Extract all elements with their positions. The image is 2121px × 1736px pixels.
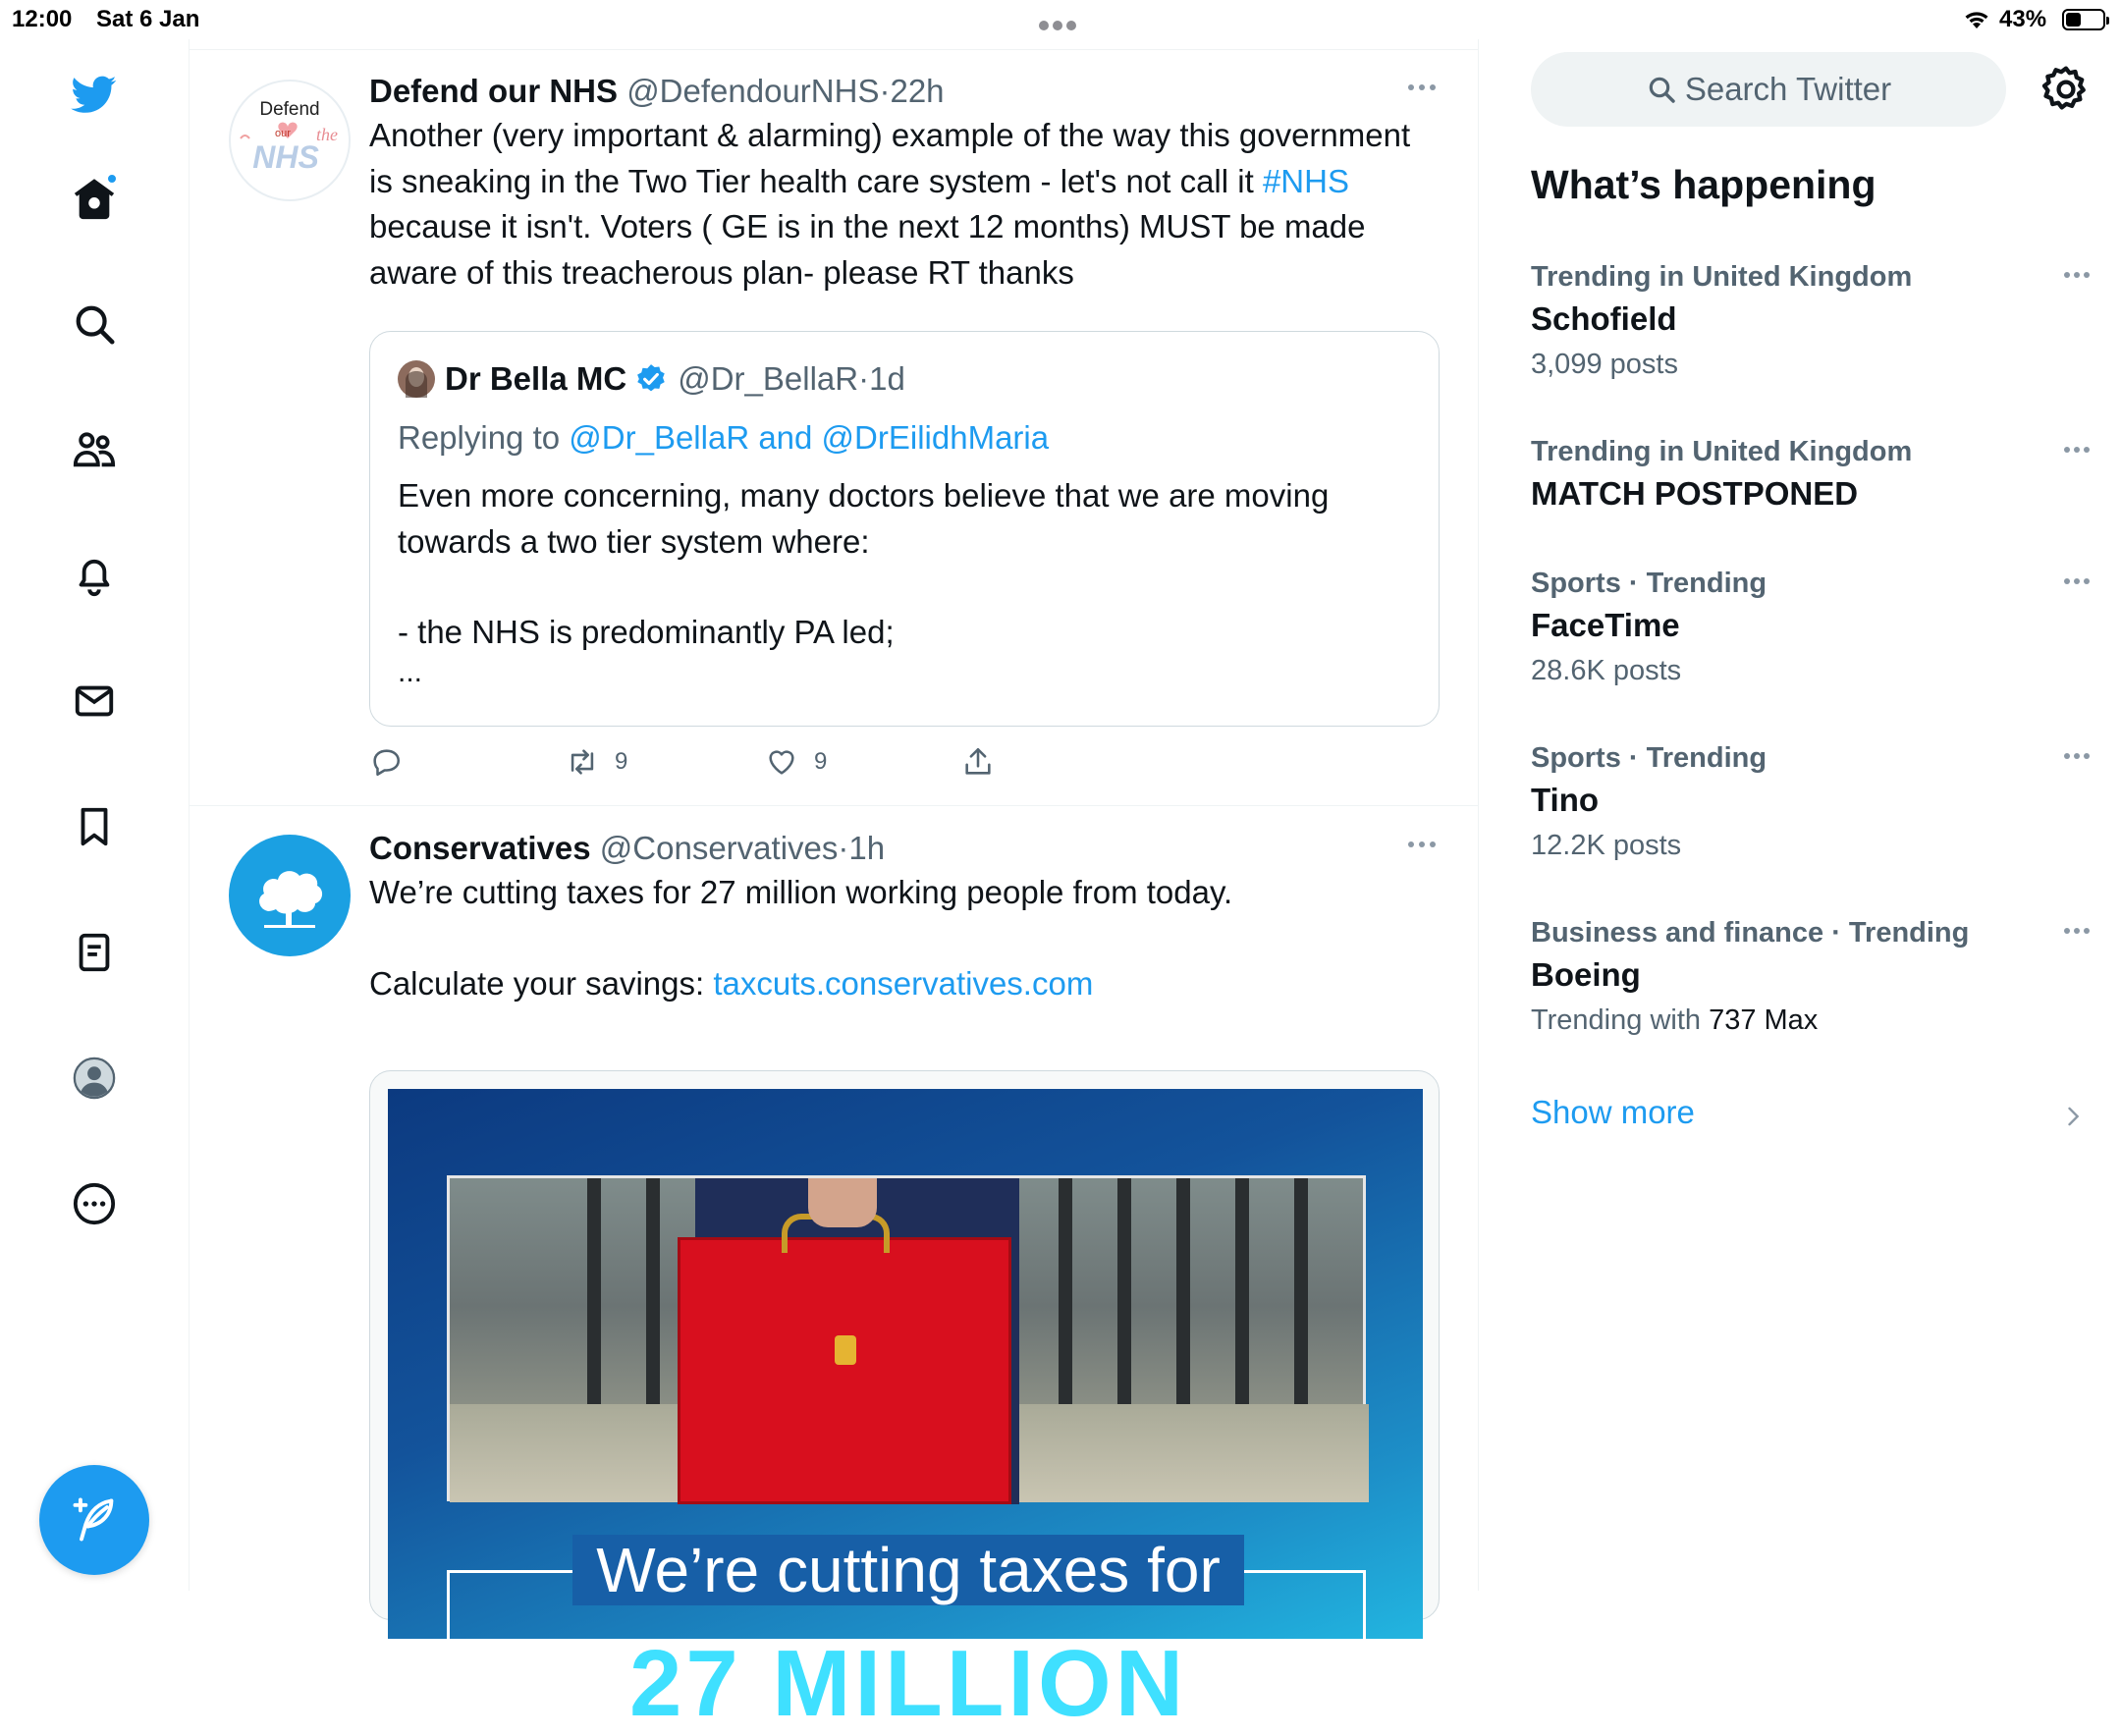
nav-bookmarks[interactable] bbox=[59, 791, 130, 862]
search-placeholder: Search Twitter bbox=[1684, 71, 1892, 107]
compose-tweet-button[interactable] bbox=[39, 1465, 149, 1575]
poster-big-text: 27 MILLION bbox=[628, 1631, 1188, 1736]
trend-context: Trending in United Kingdom bbox=[1531, 261, 1913, 293]
quoted-author-avatar[interactable] bbox=[398, 360, 435, 398]
tweet-text-after: because it isn't. Voters ( GE is in the next 12 months) MUST be made aware of this treacherous plan- please RT thanks bbox=[369, 208, 1366, 291]
battery-icon bbox=[2062, 9, 2105, 30]
nav-home[interactable] bbox=[59, 163, 130, 234]
avatar-conservatives[interactable] bbox=[229, 835, 351, 956]
poster-headline bbox=[412, 1531, 1404, 1609]
quoted-tweet-text bbox=[398, 473, 1409, 656]
poster-headline-text: We’re cutting taxes for bbox=[572, 1535, 1244, 1605]
avatar-defend-our-nhs[interactable] bbox=[229, 80, 351, 201]
tweet-defend-our-nhs[interactable] bbox=[190, 50, 1479, 806]
trend-item[interactable] bbox=[1531, 564, 2081, 693]
reply-button[interactable] bbox=[369, 737, 418, 787]
tweet-conservatives[interactable] bbox=[190, 807, 1479, 1736]
media-photo-red-box bbox=[447, 1175, 1366, 1501]
tweet-header bbox=[369, 827, 1430, 870]
trend-topic: Schofield bbox=[1531, 300, 1677, 337]
trend-topic: FaceTime bbox=[1531, 607, 1680, 643]
status-bar bbox=[0, 0, 2121, 39]
tweet-body bbox=[369, 70, 1430, 296]
retweet-button[interactable] bbox=[566, 737, 627, 787]
trend-topic: Tino bbox=[1531, 782, 1600, 818]
trend-context: Trending in United Kingdom bbox=[1531, 436, 1913, 467]
replying-to-links[interactable]: @Dr_BellaR and @DrEilidhMaria bbox=[569, 419, 1050, 456]
home-unread-dot bbox=[106, 173, 118, 185]
nav-communities[interactable] bbox=[59, 414, 130, 485]
settings-gear-icon[interactable] bbox=[2039, 63, 2093, 116]
tweet-separator: · bbox=[838, 830, 849, 866]
tweet-more-button[interactable] bbox=[1404, 835, 1440, 854]
quoted-separator: · bbox=[858, 360, 870, 397]
quoted-text-line2: - the NHS is predominantly PA led; bbox=[398, 614, 895, 650]
avatar-text-our: our bbox=[275, 128, 291, 139]
lists-icon bbox=[72, 930, 117, 975]
quoted-author-name[interactable]: Dr Bella MC bbox=[445, 360, 627, 397]
trend-more-button[interactable] bbox=[2059, 573, 2094, 589]
trend-more-button[interactable] bbox=[2059, 923, 2094, 939]
quoted-tweet[interactable] bbox=[369, 331, 1440, 727]
heart-icon bbox=[765, 745, 798, 779]
search-input[interactable] bbox=[1531, 52, 2006, 127]
tweet-text-line1: We’re cutting taxes for 27 million working people from today. bbox=[369, 874, 1233, 910]
avatar-text-defend: Defend bbox=[259, 99, 320, 120]
nav-notifications[interactable] bbox=[59, 540, 130, 611]
quoted-replying-to bbox=[398, 416, 1049, 460]
tweet-text-label: Calculate your savings: bbox=[369, 964, 714, 1002]
nav-lists[interactable] bbox=[59, 917, 130, 988]
status-time: 12:00 bbox=[12, 6, 73, 32]
search-icon bbox=[1646, 74, 1677, 105]
media-poster bbox=[388, 1089, 1423, 1736]
trend-item[interactable] bbox=[1531, 913, 2081, 1043]
tweet-header bbox=[369, 70, 1430, 113]
notifications-bell-icon bbox=[72, 553, 117, 598]
right-sidebar bbox=[1480, 39, 2121, 1591]
trend-more-button[interactable] bbox=[2059, 442, 2094, 458]
quoted-ellipsis: ... bbox=[398, 656, 423, 688]
retweet-count: 9 bbox=[615, 748, 628, 775]
share-icon bbox=[961, 745, 995, 779]
show-more-link[interactable]: Show more bbox=[1531, 1094, 1695, 1130]
chevron-right-icon bbox=[2059, 1100, 2087, 1133]
avatar-text-the: the bbox=[316, 125, 338, 144]
trend-meta-prefix: Trending with bbox=[1531, 1004, 1710, 1036]
tweet-text bbox=[369, 113, 1430, 296]
verified-badge-icon bbox=[634, 362, 668, 396]
whats-happening-heading: What’s happening bbox=[1531, 162, 1876, 207]
left-navigation bbox=[0, 39, 190, 1591]
trend-post-count: 12.2K posts bbox=[1531, 830, 1682, 861]
tweet-author-handle[interactable]: @DefendourNHS bbox=[626, 73, 880, 109]
wifi-icon bbox=[1962, 8, 1991, 29]
twitter-bird-icon bbox=[72, 72, 117, 117]
twitter-logo[interactable] bbox=[59, 59, 130, 130]
trend-item[interactable] bbox=[1531, 738, 2081, 868]
trend-item[interactable] bbox=[1531, 257, 2081, 387]
trend-context: Sports · Trending bbox=[1531, 568, 1768, 599]
tweet-url-link[interactable]: taxcuts.conservatives.com bbox=[713, 964, 1094, 1002]
nav-explore[interactable] bbox=[59, 289, 130, 359]
share-button[interactable] bbox=[961, 737, 1010, 787]
nav-profile[interactable] bbox=[59, 1043, 130, 1113]
tweet-text bbox=[369, 870, 1430, 1006]
reply-icon bbox=[369, 745, 403, 779]
replying-to-label: Replying to bbox=[398, 419, 570, 456]
communities-icon bbox=[72, 427, 117, 472]
tweet-timestamp[interactable]: 1h bbox=[848, 830, 886, 866]
tweet-author-name[interactable]: Conservatives bbox=[369, 830, 591, 866]
trend-context: Sports · Trending bbox=[1531, 742, 1768, 774]
tweet-text-before: Another (very important & alarming) example of the way this government is sneaking in the Two Tier health care system - let's not call it bbox=[369, 117, 1411, 199]
nav-messages[interactable] bbox=[59, 666, 130, 736]
tweet-media-image[interactable] bbox=[369, 1070, 1440, 1736]
battery-percentage: 43% bbox=[1999, 6, 2047, 32]
trend-more-button[interactable] bbox=[2059, 748, 2094, 764]
tweet-author-name[interactable]: Defend our NHS bbox=[369, 73, 619, 109]
trend-context: Business and finance · Trending bbox=[1531, 917, 1970, 949]
hashtag-link[interactable]: #NHS bbox=[1262, 162, 1349, 199]
trend-item[interactable] bbox=[1531, 432, 2081, 516]
quoted-author-handle[interactable]: @Dr_BellaR bbox=[678, 360, 859, 397]
like-button[interactable] bbox=[765, 737, 827, 787]
timeline bbox=[190, 39, 1479, 1736]
tweet-body bbox=[369, 827, 1430, 1006]
messages-envelope-icon bbox=[72, 678, 117, 724]
quoted-timestamp[interactable]: 1d bbox=[869, 360, 905, 397]
quoted-text-line1: Even more concerning, many doctors believe that we are moving towards a two tier system where: bbox=[398, 477, 1330, 560]
trend-more-button[interactable] bbox=[2059, 267, 2094, 283]
profile-avatar-icon bbox=[72, 1056, 117, 1101]
trend-topic: MATCH POSTPONED bbox=[1531, 475, 1859, 512]
tweet-timestamp[interactable]: 22h bbox=[890, 73, 945, 109]
status-date: Sat 6 Jan bbox=[96, 6, 200, 32]
tweet-author-handle[interactable]: @Conservatives bbox=[599, 830, 839, 866]
avatar-text-nhs: NHS bbox=[252, 139, 319, 175]
trend-post-count: 3,099 posts bbox=[1531, 349, 1678, 380]
like-count: 9 bbox=[814, 748, 828, 775]
trend-meta bbox=[1531, 998, 2081, 1043]
tweet-separator: · bbox=[879, 73, 891, 109]
search-icon bbox=[72, 301, 117, 347]
tweet-more-button[interactable] bbox=[1404, 78, 1440, 97]
compose-feather-icon bbox=[69, 1494, 120, 1546]
bookmark-icon bbox=[72, 804, 117, 849]
tweet-actions bbox=[369, 737, 1440, 787]
multitasking-dots-icon[interactable] bbox=[1039, 10, 1084, 26]
nav-more[interactable] bbox=[59, 1168, 130, 1239]
trend-meta-strong[interactable]: 737 Max bbox=[1709, 1004, 1819, 1036]
retweet-icon bbox=[566, 745, 599, 779]
trend-topic: Boeing bbox=[1531, 956, 1641, 993]
trend-post-count: 28.6K posts bbox=[1531, 655, 1682, 686]
more-circle-icon bbox=[72, 1181, 117, 1226]
quoted-tweet-header bbox=[398, 357, 905, 401]
